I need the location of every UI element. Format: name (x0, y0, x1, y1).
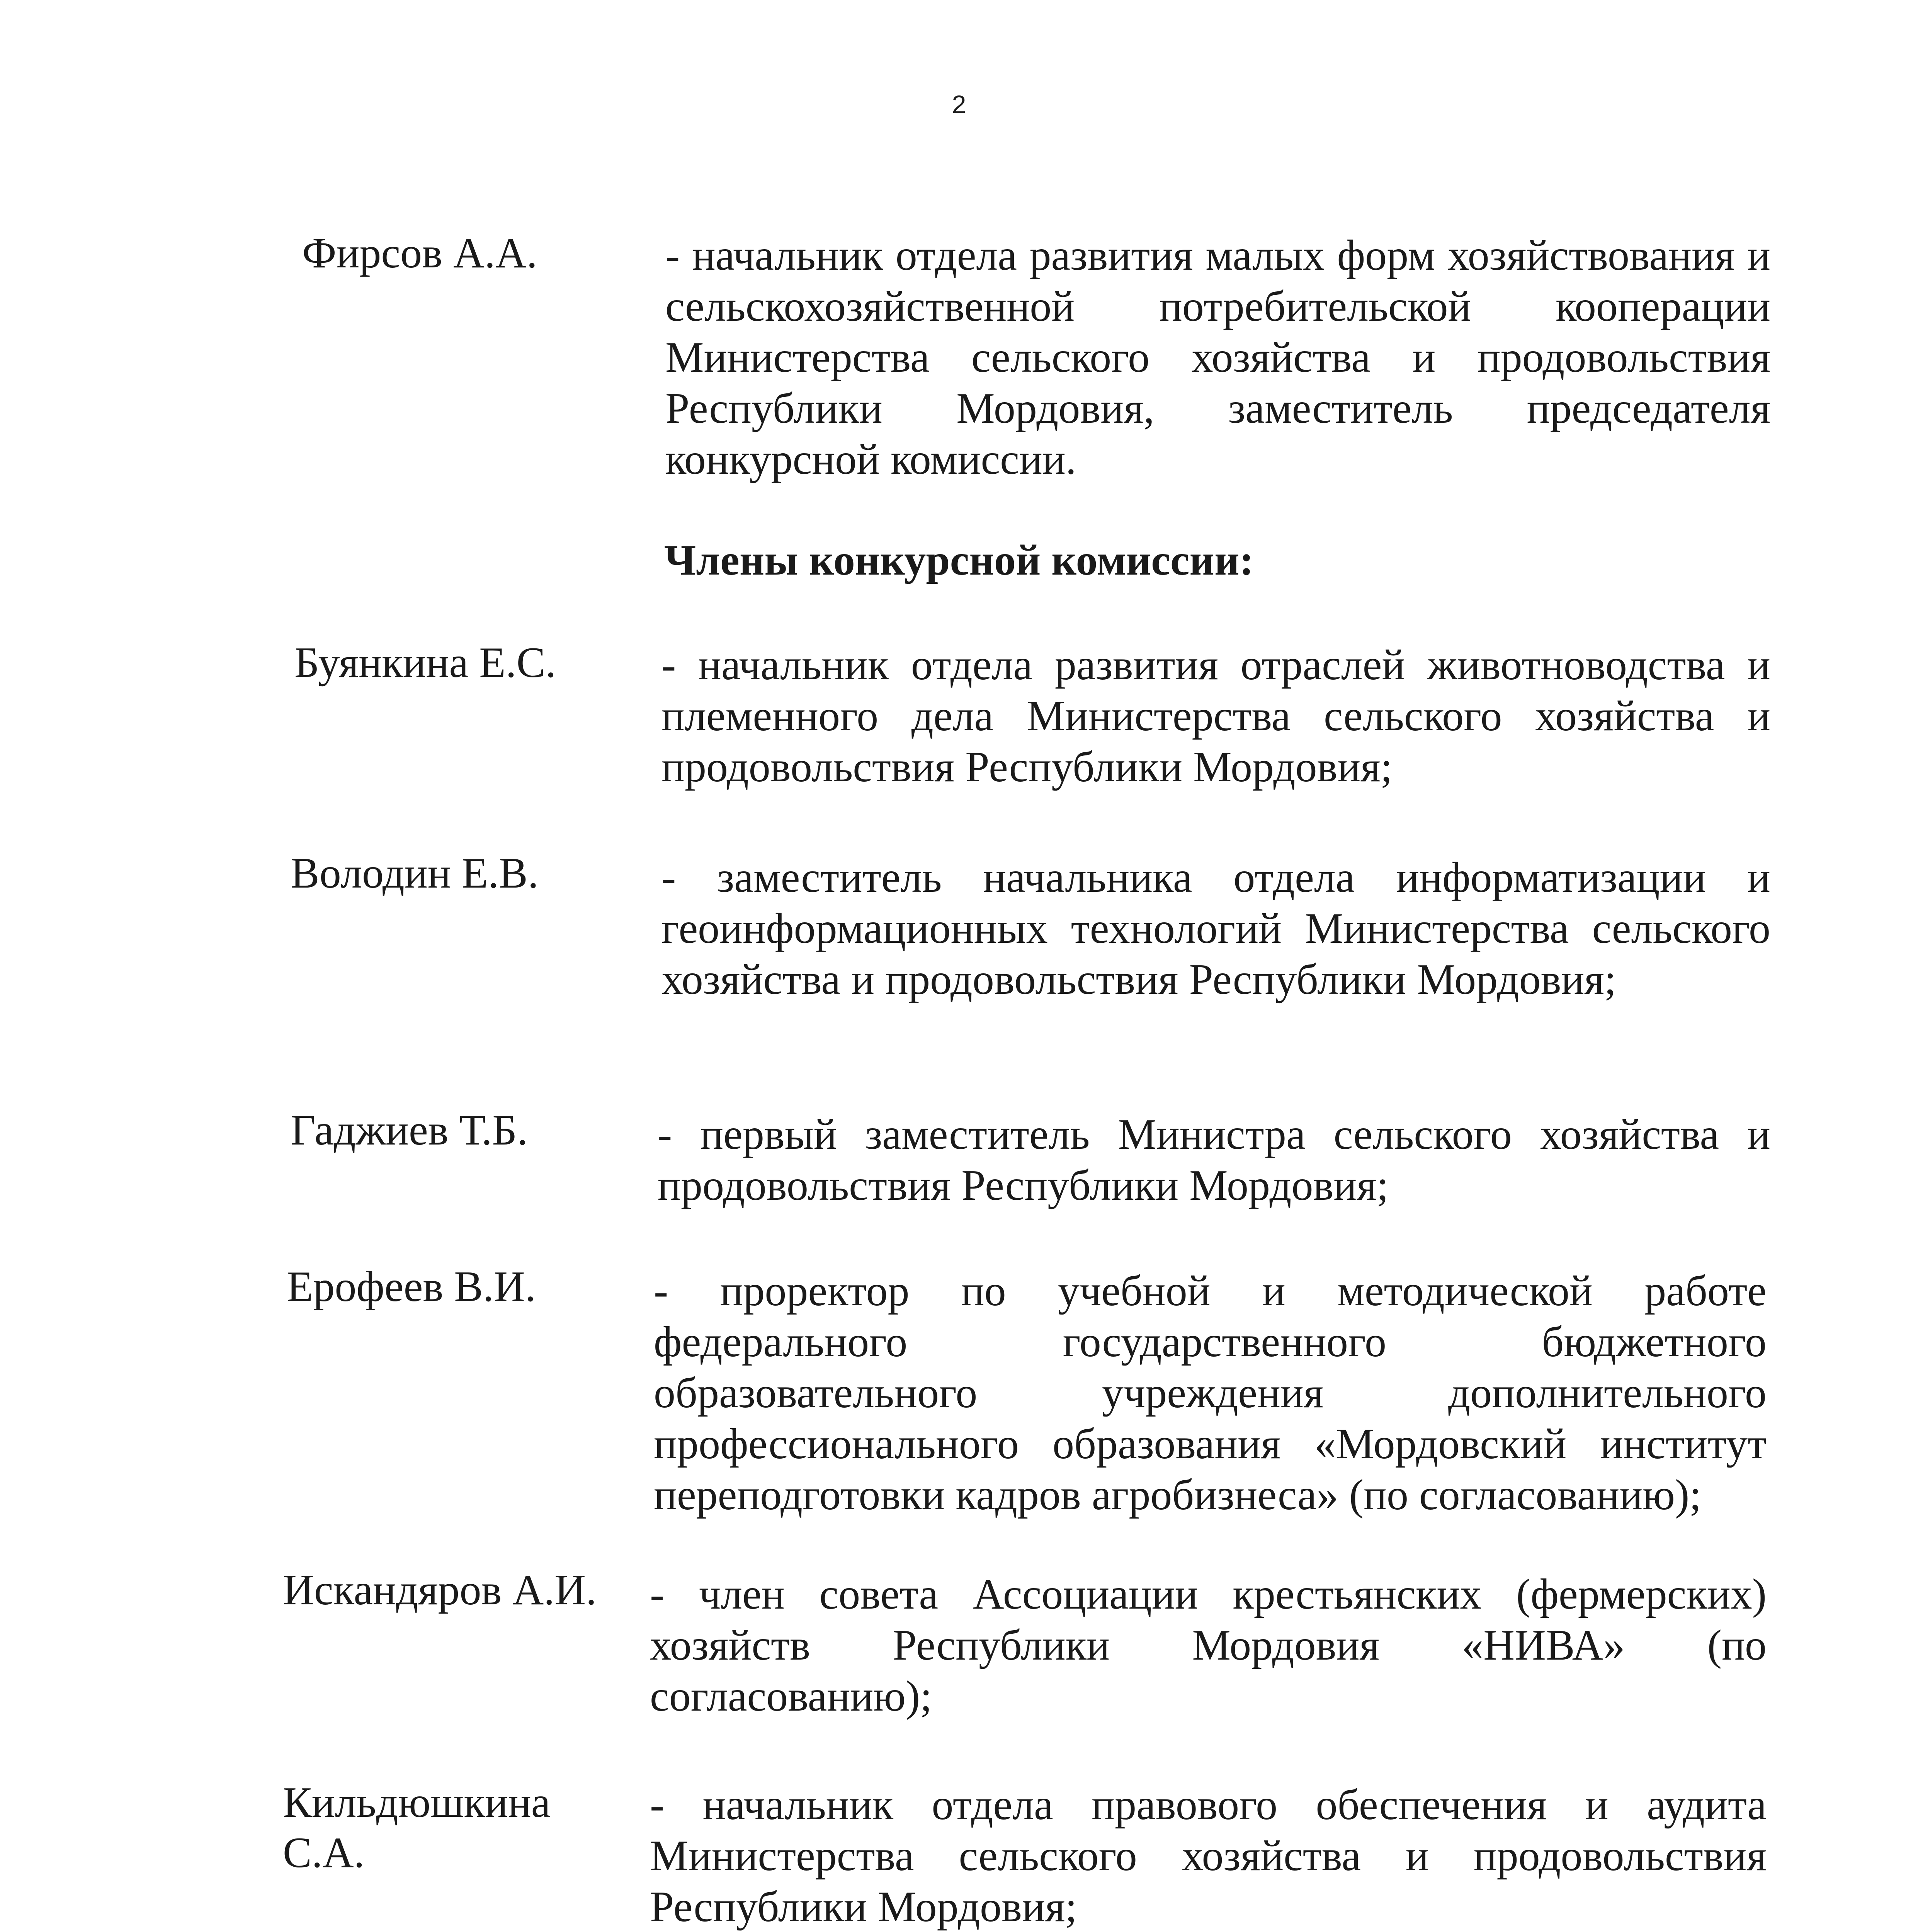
page-number: 2 (952, 90, 966, 119)
member-description: - начальник отдела правового обеспечения и аудита Министерства сельского хозяйства и продовольствия Республики Мордовия; (650, 1781, 1767, 1931)
member-description: - член совета Ассоциации крестьянских (фермерских) хозяйств Республики Мордовия «НИВА» (по согласованию); (650, 1570, 1767, 1720)
chair-description: - начальник отдела развития малых форм хозяйствования и сельскохозяйственной потребительской кооперации Министерства сельского хозяйства и продовольствия Республики Мордовия, заместитель председателя конкурсной комиссии. (665, 231, 1770, 483)
member-description: - проректор по учебной и методической работе федерального государственного бюджетного образовательного учреждения дополнительного профессионального образования «Мордовский институт переподготовки кадров агробизнеса» (по согласованию); (654, 1267, 1767, 1519)
member-name: Кильдюшкина С.А. (283, 1779, 551, 1877)
member-name: Буянкина Е.С. (294, 639, 556, 687)
member-description: - заместитель начальника отдела информатизации и геоинформационных технологий Министерства сельского хозяйства и продовольствия Республики Мордовия; (661, 854, 1770, 1003)
chair-name: Фирсов А.А. (302, 229, 537, 277)
member-name: Володин Е.В. (291, 849, 539, 897)
member-name: Гаджиев Т.Б. (291, 1106, 528, 1154)
member-name: Ерофеев В.И. (287, 1263, 536, 1311)
members-heading: Члены конкурсной комиссии: (664, 536, 1254, 584)
member-description: - первый заместитель Министра сельского хозяйства и продовольствия Республики Мордовия; (658, 1111, 1770, 1209)
member-name: Искандяров А.И. (283, 1566, 597, 1614)
member-description: - начальник отдела развития отраслей животноводства и племенного дела Министерства сельского хозяйства и продовольствия Республики Мордовия; (661, 641, 1770, 791)
